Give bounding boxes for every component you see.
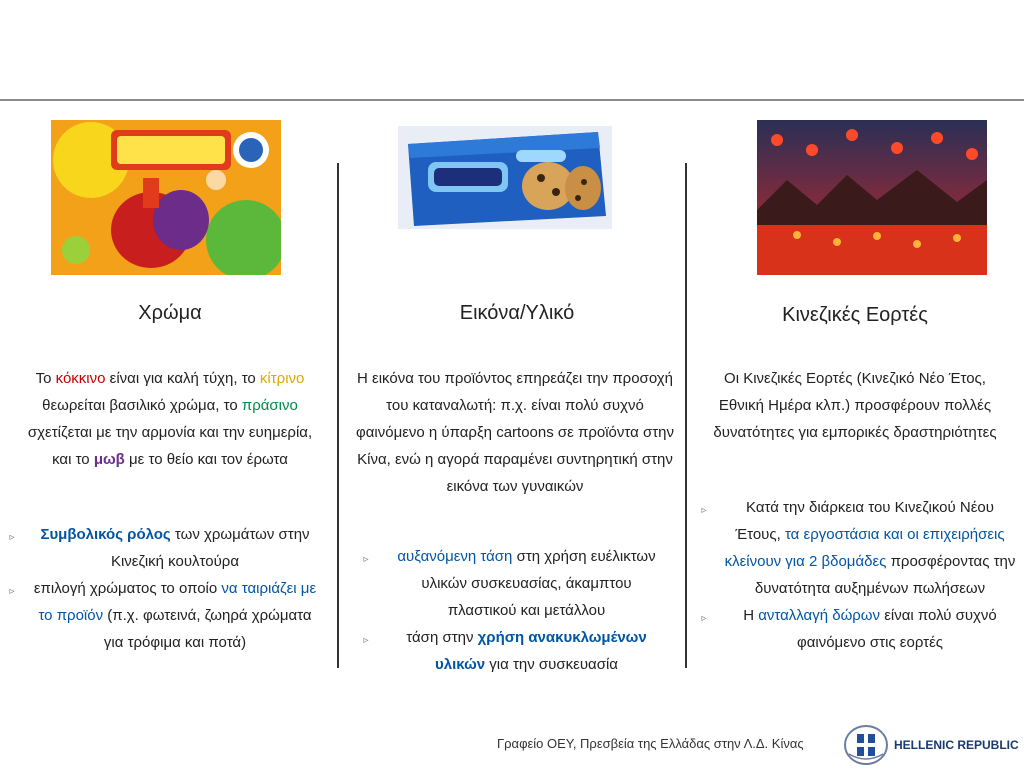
text-run: στη χρήση ευέλικτων υλικών συσκευασίας, άκαμπτου πλαστικού και μετάλλου <box>421 548 656 619</box>
column-title-chinese-holidays: Κινεζικές Εορτές <box>782 304 928 326</box>
highlighted-text: πράσινο <box>241 397 298 414</box>
column-paragraph <box>355 365 675 500</box>
hellenic-republic-label: HELLENIC REPUBLIC <box>894 738 1019 752</box>
highlighted-text: ανταλλαγή δώρων <box>758 607 881 624</box>
text-run: θεωρείται βασιλικό χρώμα, το <box>42 397 242 414</box>
text-run: είναι πολύ συχνό φαινόμενο στις εορτές <box>796 607 997 651</box>
chinese-festival-image <box>757 120 987 275</box>
text-run: προσφέροντας την δυνατότητα αυξημένων πωλήσεων <box>754 553 1016 597</box>
top-divider-line <box>0 99 1024 101</box>
text-run: είναι για καλή τύχη, το <box>105 370 260 387</box>
bullet-item <box>362 543 667 624</box>
highlighted-text: κίτρινο <box>259 370 305 387</box>
highlighted-text: να ταιριάζει με το προϊόν <box>38 580 317 624</box>
highlighted-text: Συμβολικός ρόλος <box>40 526 171 543</box>
text-run: σχετίζεται με την αρμονία και την ευημερία, και το <box>27 424 313 468</box>
column-paragraph <box>20 365 320 473</box>
highlighted-text: μωβ <box>93 451 125 468</box>
highlighted-text: τα εργοστάσια και οι επιχειρήσεις κλείνουν για 2 βδομάδες <box>724 526 1005 570</box>
column-divider-left <box>337 163 339 668</box>
highlighted-text: χρήση ανακυκλωμένων υλικών <box>435 629 647 673</box>
column-title-color: Χρώμα <box>138 302 202 324</box>
text-run: (π.χ. φωτεινά, ζωηρά χρώματα για τρόφιμα και ποτά) <box>103 607 312 651</box>
bullet-item <box>8 575 318 656</box>
text-run: επιλογή χρώματος το οποίο <box>33 580 222 597</box>
bullet-list <box>362 543 667 678</box>
bullet-item <box>362 624 667 678</box>
bullet-arrow-icon: ▹ <box>363 635 369 646</box>
text-run: Κατά την διάρκεια του Κινεζικού Νέου Έτους, <box>735 499 994 543</box>
bullet-arrow-icon: ▹ <box>701 505 707 516</box>
text-run: Η εικόνα του προϊόντος επηρεάζει την προσοχή του καταναλωτή: π.χ. είναι πολύ συχνό φαινόμενο η ύπαρξη cartoons σε προϊόντα στην Κίνα, ενώ η αγορά παραμένει συντηρητική στην εικόνα των γυναικών <box>356 370 674 495</box>
text-run: Η <box>743 607 759 624</box>
text-run: με το θείο και τον έρωτα <box>124 451 288 468</box>
bullet-arrow-icon: ▹ <box>701 613 707 624</box>
bullet-list <box>700 494 1016 656</box>
bullet-item <box>8 521 318 575</box>
column-divider-right <box>685 163 687 668</box>
bullet-list <box>8 521 318 656</box>
text-run: για την συσκευασία <box>485 656 618 673</box>
bullet-arrow-icon: ▹ <box>9 586 15 597</box>
text-run: τάση στην <box>406 629 478 646</box>
text-run: Το <box>35 370 56 387</box>
footer-office-text: Γραφείο ΟΕΥ, Πρεσβεία της Ελλάδας στην Λ.Δ. Κίνας <box>497 736 804 751</box>
bullet-item <box>700 602 1016 656</box>
bullet-item <box>700 494 1016 602</box>
cookie-package-image <box>398 126 612 229</box>
hellenic-republic-seal-icon <box>843 724 889 766</box>
highlighted-text: αυξανόμενη τάση <box>397 548 513 565</box>
text-run: Οι Κινεζικές Εορτές (Κινεζικό Νέο Έτος, Εθνική Ημέρα κλπ.) προσφέρουν πολλές δυνατότητες για εμπορικές δραστηριότητες <box>713 370 997 441</box>
highlighted-text: κόκκινο <box>55 370 106 387</box>
text-run: των χρωμάτων στην Κινεζική κουλτούρα <box>110 526 310 570</box>
column-paragraph <box>700 365 1010 446</box>
bullet-arrow-icon: ▹ <box>9 532 15 543</box>
bullet-arrow-icon: ▹ <box>363 554 369 565</box>
beverage-ad-image <box>51 120 281 275</box>
column-title-image-material: Εικόνα/Υλικό <box>459 302 575 324</box>
